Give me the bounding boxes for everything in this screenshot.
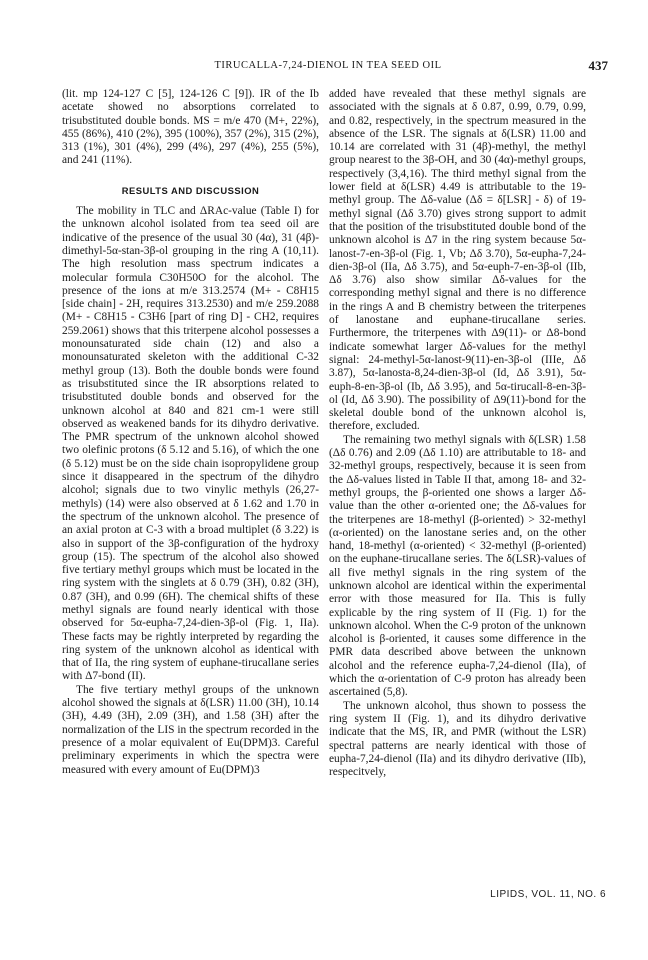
left-column (62, 88, 319, 777)
left-paragraph-3: The five tertiary methyl groups of the unknown alcohol showed the signals at δ(LSR) 11.00 (3H), 10.14 (3H), 4.49 (3H), 2.09 (3H), and 1.58 (3H) after the normalization of the LIS in the spectrum recorded in the presence of a molar equivalent of Eu(DPM)3. Careful preliminary experiments in which the spectra were measured with every amount of Eu(DPM)3 (62, 683, 319, 776)
left-paragraph-2: The mobility in TLC and ΔRAc-value (Table I) for the unknown alcohol isolated from tea seed oil are indicative of the presence of the usual 30 (4α), 31 (4β)-dimethyl-5α-stan-3β-ol grouping in the ring A (10,11). The high resolution mass spectrum indicates a molecular formula C30H50O for the alcohol. The presence of the ions at m/e 313.2574 (M+ - C8H15 [side chain] - 2H, requires 313.2530) and m/e 259.2088 (M+ - C8H15 - C3H6 [part of ring D] - CH2, requires 259.2061) shows that this triterpene alcohol possesses a monounsaturated side chain (12) and also a monounsaturated skeleton with the additional C-32 methyl group (13). Both the double bonds were found as trisubstituted since the IR absorptions related to trisubstituted double bonds and observed for the unknown alcohol at 840 and 821 cm-1 were still observed as weakened bands for its dihydro derivative. The PMR spectrum of the unknown alcohol showed two olefinic protons (δ 5.12 and 5.16), of which the one (δ 5.12) must be on the side chain isopropylidene group since it disappeared in the spectrum of the dihydro alcohol; signals due to two vinylic methyls (26,27-methyls) (14) were also observed at δ 1.62 and 1.70 in the spectrum of the unknown alcohol. The presence of an axial proton at C-3 with a broad multiplet (δ 3.22) is also in support of the 3β-configuration of the hydroxy group (15). The spectrum of the alcohol also showed five tertiary methyl groups which must be located in the ring system with the singlets at δ 0.79 (3H), 0.82 (3H), 0.87 (3H), and 0.99 (6H). The chemical shifts of these methyl signals are found nearly identical with those observed for 5α-eupha-7,24-dien-3β-ol (Fig. 1, IIa). These facts may be rightly interpreted by regarding the ring system of the unknown alcohol as identical with that of IIa, the ring system of euphane-tirucallane series with Δ7-bond (II). (62, 205, 319, 683)
running-title: TIRUCALLA-7,24-DIENOL IN TEA SEED OIL (214, 60, 442, 71)
page-number: 437 (588, 58, 608, 73)
left-paragraph-1: (lit. mp 124-127 C [5], 124-126 C [9]). IR of the Ib acetate showed no absorptions correlated to trisubstituted double bonds. MS = m/e 470 (M+, 22%), 455 (86%), 410 (2%), 395 (100%), 357 (2%), 315 (2%), 313 (1%), 301 (4%), 299 (4%), 297 (4%), 255 (5%), and 241 (11%). (62, 88, 319, 167)
right-column (329, 88, 586, 779)
right-paragraph-2: The remaining two methyl signals with δ(LSR) 1.58 (Δδ 0.76) and 2.09 (Δδ 1.10) are attributable to 18- and 32-methyl groups, respectively, because it is seen from the Δδ-values listed in Table II that, among 18- and 32-methyl groups, the β-oriented one shows a larger Δδ-value than the other α-oriented one; the Δδ-values for the triterpenes are 18-methyl (β-oriented) > 32-methyl (α-oriented) on the lanostane series and, on the other hand, 18-methyl (α-oriented) < 32-methyl (β-oriented) on the euphane-tirucallane series. The δ(LSR)-values of all five methyl signals in the ring system of the unknown alcohol are identical within the experimental error with those measured for IIa. This is fully explicable by the ring system of II (Fig. 1) for the unknown alcohol. When the C-9 proton of the unknown alcohol is β-oriented, it causes some difference in the PMR data described above between the unknown alcohol and the reference eupha-7,24-dienol (IIa), of which the α-orientation of C-9 proton has already been ascertained (5,8). (329, 433, 586, 699)
journal-footer: LIPIDS, VOL. 11, NO. 6 (490, 889, 606, 900)
right-paragraph-1: added have revealed that these methyl signals are associated with the signals at δ 0.87, 0.99, 0.79, 0.99, and 0.82, respectively, in the spectrum measured in the absence of the LSR. The signals at δ(LSR) 11.00 and 10.14 are correlated with 31 (4β)-methyl, the methyl group nearest to the 3β-OH, and 30 (4α)-methyl groups, respectively (3,4,16). The third methyl signal from the lower field at δ(LSR) 4.49 is attributable to the 19-methyl group. The Δδ-value (Δδ = δ[LSR] - δ) of 19-methyl signal (Δδ 3.70) gives strong support to admit that the position of the trisubstituted double bond of the unknown alcohol is Δ7 in the ring system because 5α-lanost-7-en-3β-ol (Fig. 1, Vb; Δδ 3.70), 5α-eupha-7,24-dien-3β-ol (IIa, Δδ 3.75), and 5α-euph-7-en-3β-ol (IIb, Δδ 3.76) also show similar Δδ-values for the corresponding methyl signal and there is no difference in the rings A and B chemistry between the triterpenes of lanostane and euphane-tirucallane series. Furthermore, the triterpenes with Δ9(11)- or Δ8-bond indicate somewhat larger Δδ-values for the methyl signal: 24-methyl-5α-lanost-9(11)-en-3β-ol (IIIe, Δδ 3.87), 5α-lanosta-8,24-dien-3β-ol (Id, Δδ 3.91), 5α-euph-8-en-3β-ol (Ib, Δδ 3.95), and 5α-tirucall-8-en-3β-ol (Id, Δδ 3.90). The possibility of Δ9(11)-bond for the skeletal double bond of the unknown alcohol is, therefore, excluded. (329, 88, 586, 433)
section-heading: RESULTS AND DISCUSSION (121, 184, 260, 196)
page-header (48, 58, 608, 74)
right-paragraph-3: The unknown alcohol, thus shown to possess the ring system II (Fig. 1), and its dihydro derivative indicate that the MS, IR, and PMR (without the LSR) spectral patterns are nearly identical with those of eupha-7,24-dienol (IIa) and its dihydro derivative (IIb), respecitvely, (329, 699, 586, 779)
